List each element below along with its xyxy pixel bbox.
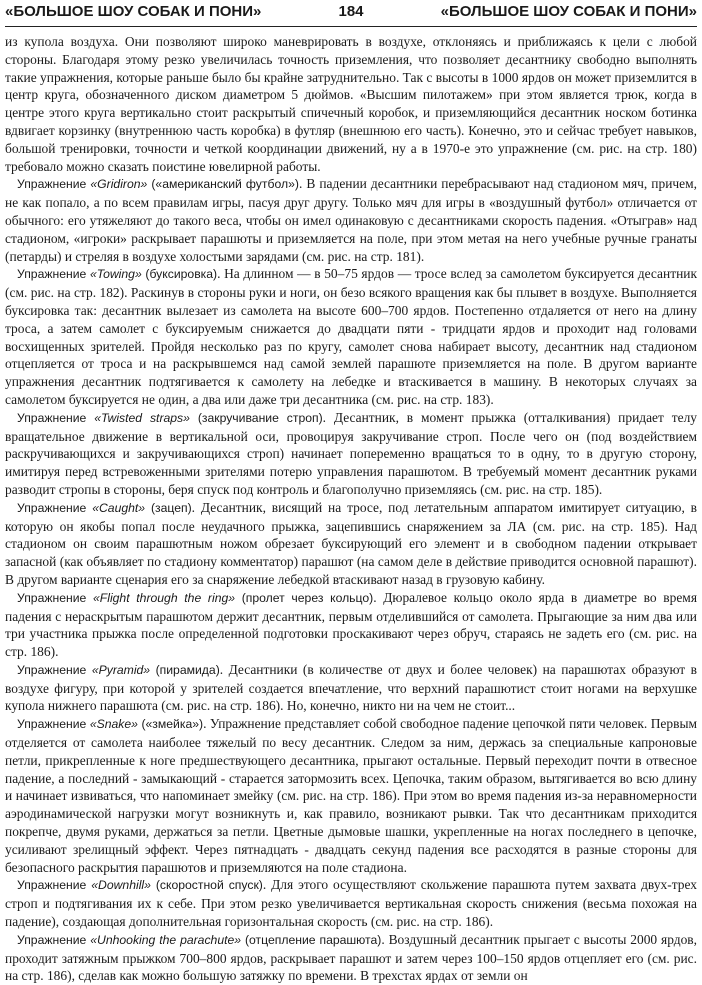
exercise-heading: [17, 933, 381, 947]
exercise-heading: [17, 411, 323, 425]
exercise-lead: Упражнение: [17, 662, 92, 677]
paragraph-text: . Дюралевое кольцо около ярда в диаметре во время падения с нераскрытым парашютом держит десантник, первым отделившийся от самолета. Прыгающие за ним два или три участника прыжка после определенной подготовки проскакивают через обруч, стараясь не задеть его (см. рис. на стр. 186).: [5, 589, 697, 660]
exercise-translation: (пирамида): [150, 662, 220, 677]
paragraph-twisted-straps: [5, 409, 697, 499]
paragraph-towing: [5, 265, 697, 408]
exercise-heading: [17, 177, 299, 191]
exercise-name: «Unhooking the parachute»: [90, 932, 242, 947]
exercise-translation: («американский футбол»): [147, 177, 299, 192]
paragraph-text: . Десантники (в количестве от двух и более человек) на парашютах образуют в воздухе фигуру, при которой у зрителей создается впечатление, что верхний парашютист стоит ногами на верхушке купола нижнего парашюта (см. рис. на стр. 186). Но, конечно, никто ни на чем не стоит...: [5, 661, 697, 714]
book-page: [5, 0, 698, 984]
paragraph-caught: [5, 499, 697, 589]
paragraph-flight-ring: [5, 589, 697, 661]
exercise-translation: (отцепление парашюта): [241, 932, 382, 947]
exercise-heading: [17, 878, 263, 892]
exercise-lead: Упражнение: [17, 590, 94, 605]
exercise-lead: Упражнение: [17, 878, 92, 893]
paragraph-text: . В падении десантники перебрасывают над стадионом мяч, причем, не как попало, а по всем правилам игры, пасуя друг другу. Только мяч для игры в «воздушный футбол» отличается от обычного: его утяжеляют до такого веса, чтобы он имел одинаковую с десантниками скорость падения. «Отыграв» над стадионом, «игроки» раскрывает парашюты и приземляется на поле, при этом метая на него учебные ручные гранаты (петарды) и стреляя в воздухе холостыми зарядами (см. рис. на стр. 181).: [5, 176, 697, 264]
paragraph-text: . Упражнение представляет собой свободное падение цепочкой пяти человек. Первым отделяется от самолета наиболее тяжелый по весу десантник. Следом за ним, держась за специальные капроновые петли, прикрепленные к ноге предшествующего десантника, прыгают остальные. Первый переходит почти в отвесное падение, а последний - замыкающий - старается затормозить всех. Цепочка, таким образом, вытягивается во всю длину и начинает извиваться, что напоминает змейку (см. рис. на стр. 186). При этом во время падения из-за неравномерности аэродинамической нагрузки могут возникнуть и, как правило, возникают рывки. Так что десантникам приходится покрепче, двумя руками, держаться за петли. Цветные дымовые шашки, укрепленные на ногах последнего в цепочке, усиливают зрелищный эффект. Через пятнадцать - двадцать секунд падения все расходятся в разные стороны для безопасного раскрытия парашютов и приземляются на поле стадиона.: [5, 716, 697, 875]
paragraph-text: . Десантник, в момент прыжка (отталкивания) придает телу вращательное движение в вертикальной оси, провоцируя закручивание строп. После чего он (под воздействием раскручивающихся и закручивающихся строп) начинает попеременно вращаться то в одну, то в другую сторону, имитируя перед встревоженными зрителями потерю управления парашютом. В требуемый момент десантник руками разводит стропы в стороны, беря спуск под контроль и благополучно приземляясь (см. рис. на стр. 185).: [5, 409, 698, 497]
exercise-name: «Caught»: [92, 500, 146, 515]
paragraph-text: . Для этого осуществляют скольжение парашюта путем захвата двух-трех строп и подтягивания их к себе. При этом резко увеличивается вертикальная скорость снижения (весьма похожая на падение), создающая дополнительная горизонтальная скорость (см. рис. на стр. 186).: [5, 877, 697, 930]
exercise-lead: Упражнение: [17, 932, 91, 947]
exercise-heading: [17, 591, 373, 605]
exercise-lead: Упражнение: [17, 267, 90, 282]
paragraph-unhooking: [5, 931, 697, 985]
exercise-lead: Упражнение: [17, 410, 95, 425]
page-body: [5, 33, 697, 985]
exercise-translation: (пролет через кольцо): [235, 590, 374, 605]
exercise-lead: Упражнение: [17, 500, 93, 515]
exercise-heading: [17, 717, 203, 731]
running-title-left: «БОЛЬШОЕ ШОУ СОБАК И ПОНИ»: [5, 3, 262, 20]
exercise-name: «Twisted straps»: [94, 410, 190, 425]
exercise-translation: (зацеп): [145, 500, 192, 515]
exercise-heading: [17, 663, 220, 677]
paragraph-snake: [5, 715, 697, 876]
exercise-translation: (буксировка): [141, 267, 218, 282]
paragraph-gridiron: [5, 175, 697, 265]
exercise-name: «Towing»: [90, 267, 142, 282]
running-title-right: «БОЛЬШОЕ ШОУ СОБАК И ПОНИ»: [440, 3, 697, 20]
exercise-translation: («змейка»): [137, 717, 204, 732]
exercise-heading: [17, 501, 192, 515]
exercise-name: «Downhill»: [91, 878, 151, 893]
exercise-heading: [17, 267, 217, 281]
paragraph-text: . На длинном — в 50–75 ярдов — тросе вслед за самолетом буксируется десантник (см. рис. на стр. 182). Раскинув в стороны руки и ноги, он безо всякого вращения как бы плывет в воздухе. Выполняется буксировка так: десантник вылезает из самолета на высоте 600–700 ярдов. Постепенно отдаляется от него на длину троса, а затем самолет с буксируемым снижается до двадцати пяти - тридцати ярдов и проходит над головами восхищенных зрителей. Пройдя несколько раз по кругу, самолет снова набирает высоту, десантник над стадионом отцепляется от троса и на раскрывшемся над самой землей парашюте приземляется на поле. В другом варианте упражнения десантник подтягивается к самолету на лебедке и втаскивается в машину. В некоторых случаях за самолетом буксируется не один, а два или даже три десантника (см. рис. на стр. 183).: [5, 266, 697, 407]
exercise-translation: (скоростной спуск): [150, 878, 263, 893]
exercise-lead: Упражнение: [17, 717, 90, 732]
paragraph-downhill: [5, 876, 697, 930]
exercise-name: «Flight through the ring»: [93, 590, 236, 605]
paragraph-text: . Десантник, висящий на тросе, под летательным аппаратом имитирует ситуацию, в которую он якобы попал после неудачного прыжка, зацепившись снаряжением за ЛА (см. рис. на стр. 185). Над стадионом он своим парашютным ножом обрезает буксирующий его элемент и в свободном падении открывает запасной (как объявляет по стадиону комментатор) парашют (на самом деле в действие приводится основной парашют). В другом варианте сценария его за снаряжение лебедкой втаскивают назад в грузовую кабину.: [5, 499, 698, 587]
exercise-name: «Pyramid»: [91, 662, 151, 677]
exercise-translation: (закручивание строп): [189, 410, 323, 425]
page-number: 184: [338, 3, 364, 20]
paragraph-text: из купола воздуха. Они позволяют широко маневрировать в воздухе, отклоняясь и приближаясь к цели с любой стороны. Благодаря этому резко увеличилась точность приземления, что позволяет десантнику свободно выполнять такие упражнения, которые раньше было бы крайне затруднительно. Так с высоты в 1000 ярдов он может приземлится в центр круга, обозначенного диском диаметром 5 дюймов. «Высшим пилотажем» при этом является трюк, когда в центре этого круга вертикально стоит раскрытый спичечный коробок, и приземляющийся десантник носком ботинка вдвигает корзинку (внутреннюю часть коробка) в футляр (внешнюю его часть). Конечно, это и сейчас требует навыков, большой тренировки, точности и четкой координации движений, ну а в 1970-е это упражнение (см. рис. на стр. 180) требовало можно сказать поистине ювелирной работы.: [5, 34, 697, 174]
paragraph: [5, 33, 697, 175]
running-header: [5, 0, 697, 27]
paragraph-text: . Воздушный десантник прыгает с высоты 2000 ярдов, проходит затяжным прыжком 700–800 ярдов, раскрывает парашют и затем через 100–150 ярдов отцепляет его (см. рис. на стр. 186), сделав как можно большую затяжку по времени. В трехстах ярдах от земли он: [5, 931, 698, 984]
paragraph-pyramid: [5, 661, 697, 715]
exercise-lead: Упражнение: [17, 177, 91, 192]
exercise-name: «Snake»: [89, 717, 138, 732]
exercise-name: «Gridiron»: [90, 177, 148, 192]
